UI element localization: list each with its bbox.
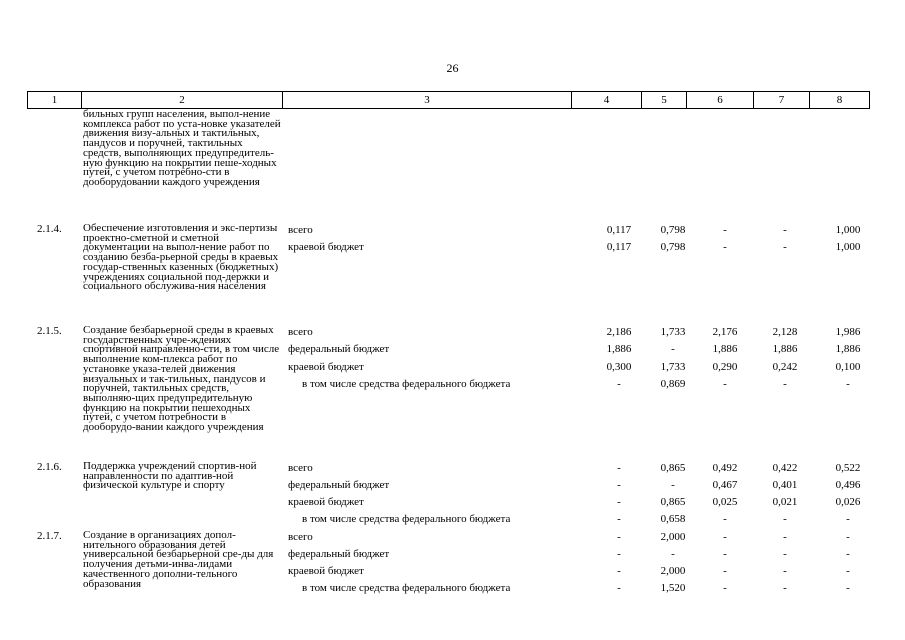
funding-label: всего — [288, 462, 313, 474]
value-cell: - — [723, 582, 727, 594]
continuation-description: бильных групп населения, выпол-нение комплекса работ по уста-новке указателей движения визу-альных и тактильных, пандусов и поручней, тактильных средств, выполняющих предупредитель-ную функцию на покрытии пеше-ходных путей, с учетом потребно-сти в дооборудовании каждого учреждения — [83, 108, 281, 188]
value-cell: 1,886 — [712, 343, 738, 355]
value-cell: - — [783, 241, 787, 253]
value-cell: 0,401 — [772, 479, 798, 491]
funding-label: краевой бюджет — [288, 361, 364, 373]
funding-line — [0, 223, 905, 237]
column-header-7: 7 — [754, 92, 810, 109]
funding-line — [0, 478, 905, 492]
row-description: Создание в организациях допол-нительного образования детей универсальной безбарьерной сре-ды для получения детьми-инва-лидами качественного дополни-тельного образования — [83, 529, 274, 590]
column-header-4: 4 — [572, 92, 642, 109]
column-header-6: 6 — [687, 92, 754, 109]
row-number: 2.1.4. — [37, 223, 62, 235]
value-cell: 2,000 — [660, 565, 686, 577]
value-cell: - — [783, 565, 787, 577]
value-cell: - — [723, 241, 727, 253]
value-cell: 1,886 — [772, 343, 798, 355]
value-cell: 2,000 — [660, 531, 686, 543]
value-cell: 0,496 — [835, 479, 861, 491]
value-cell: 0,798 — [660, 241, 686, 253]
funding-label: в том числе средства федерального бюджета — [302, 378, 511, 390]
value-cell: 0,100 — [835, 361, 861, 373]
funding-line — [0, 377, 905, 391]
funding-label: федеральный бюджет — [288, 548, 390, 560]
value-cell: 0,798 — [660, 224, 686, 236]
value-cell: 1,886 — [835, 343, 861, 355]
value-cell: - — [723, 513, 727, 525]
value-cell: 2,176 — [712, 326, 738, 338]
value-cell: - — [617, 513, 621, 525]
column-header-5: 5 — [642, 92, 687, 109]
value-cell: - — [723, 224, 727, 236]
value-cell: 1,733 — [660, 361, 686, 373]
value-cell: 0,869 — [660, 378, 686, 390]
value-cell: - — [783, 513, 787, 525]
value-cell: 1,520 — [660, 582, 686, 594]
column-header-row — [27, 91, 870, 109]
value-cell: 2,186 — [606, 326, 632, 338]
value-cell: - — [617, 462, 621, 474]
value-cell: 0,290 — [712, 361, 738, 373]
value-cell: - — [617, 582, 621, 594]
value-cell: - — [617, 479, 621, 491]
value-cell: - — [723, 378, 727, 390]
value-cell: - — [783, 378, 787, 390]
value-cell: - — [723, 531, 727, 543]
value-cell: 2,128 — [772, 326, 798, 338]
funding-line — [0, 325, 905, 339]
funding-line — [0, 360, 905, 374]
value-cell: 0,865 — [660, 496, 686, 508]
value-cell: - — [671, 343, 675, 355]
row-number: 2.1.7. — [37, 530, 62, 542]
column-header-3: 3 — [283, 92, 572, 109]
funding-label: всего — [288, 531, 313, 543]
column-header-8: 8 — [810, 92, 870, 109]
funding-line — [0, 461, 905, 475]
value-cell: 1,000 — [835, 224, 861, 236]
value-cell: - — [846, 582, 850, 594]
value-cell: 0,117 — [606, 241, 632, 253]
column-header-2: 2 — [82, 92, 283, 109]
funding-label: в том числе средства федерального бюджета — [302, 513, 511, 525]
value-cell: - — [617, 496, 621, 508]
value-cell: 1,986 — [835, 326, 861, 338]
value-cell: - — [671, 548, 675, 560]
funding-line — [0, 547, 905, 561]
value-cell: - — [846, 548, 850, 560]
funding-label: федеральный бюджет — [288, 343, 390, 355]
value-cell: 0,658 — [660, 513, 686, 525]
value-cell: - — [846, 565, 850, 577]
value-cell: - — [617, 548, 621, 560]
value-cell: 1,733 — [660, 326, 686, 338]
funding-line — [0, 512, 905, 526]
row-description: Поддержка учреждений спортив-ной направленности по адаптив-ной физической культуре и спорту — [83, 460, 257, 492]
value-cell: 0,865 — [660, 462, 686, 474]
value-cell: 1,000 — [835, 241, 861, 253]
value-cell: - — [846, 378, 850, 390]
value-cell: - — [783, 531, 787, 543]
funding-line — [0, 240, 905, 254]
value-cell: - — [723, 548, 727, 560]
value-cell: 0,300 — [606, 361, 632, 373]
funding-label: краевой бюджет — [288, 241, 364, 253]
column-header-1: 1 — [28, 92, 82, 109]
row-number: 2.1.5. — [37, 325, 62, 337]
funding-line — [0, 495, 905, 509]
funding-label: краевой бюджет — [288, 565, 364, 577]
funding-label: краевой бюджет — [288, 496, 364, 508]
value-cell: - — [783, 224, 787, 236]
value-cell: - — [617, 531, 621, 543]
funding-line — [0, 530, 905, 544]
funding-label: федеральный бюджет — [288, 479, 390, 491]
value-cell: 0,422 — [772, 462, 798, 474]
value-cell: 0,522 — [835, 462, 861, 474]
funding-line — [0, 564, 905, 578]
funding-label: всего — [288, 224, 313, 236]
row-number: 2.1.6. — [37, 461, 62, 473]
value-cell: - — [783, 582, 787, 594]
row-description: Создание безбарьерной среды в краевых государственных учре-ждениях спортивной направленно-сти, в том числе выполнение ком-плекса работ по установке указа-телей движения визуальных и так-тильных, пандусов и поручней, тактильных средств, выполняю-щих предупредительную функцию на покрытии пешеходных путей, с учетом потребности в дооборудо-вании каждого учреждения — [83, 324, 280, 434]
funding-label: в том числе средства федерального бюджета — [302, 582, 511, 594]
value-cell: 0,242 — [772, 361, 798, 373]
value-cell: - — [846, 531, 850, 543]
value-cell: - — [671, 479, 675, 491]
page-number: 26 — [446, 61, 459, 75]
value-cell: 0,025 — [712, 496, 738, 508]
row-description: Обеспечение изготовления и экс-пертизы проектно-сметной и сметной документации на выпол-нение работ по созданию безба-рьерной среды в краевых государ-ственных казенных (бюджетных) учреждениях социальной под-держки и социального обслужива-ния населения — [83, 222, 279, 293]
value-cell: 0,021 — [772, 496, 798, 508]
value-cell: 0,117 — [606, 224, 632, 236]
funding-label: всего — [288, 326, 313, 338]
value-cell: 0,467 — [712, 479, 738, 491]
funding-line — [0, 342, 905, 356]
value-cell: 0,492 — [712, 462, 738, 474]
value-cell: - — [723, 565, 727, 577]
value-cell: - — [617, 565, 621, 577]
funding-line — [0, 581, 905, 595]
value-cell: - — [846, 513, 850, 525]
value-cell: 0,026 — [835, 496, 861, 508]
value-cell: 1,886 — [606, 343, 632, 355]
value-cell: - — [617, 378, 621, 390]
value-cell: - — [783, 548, 787, 560]
